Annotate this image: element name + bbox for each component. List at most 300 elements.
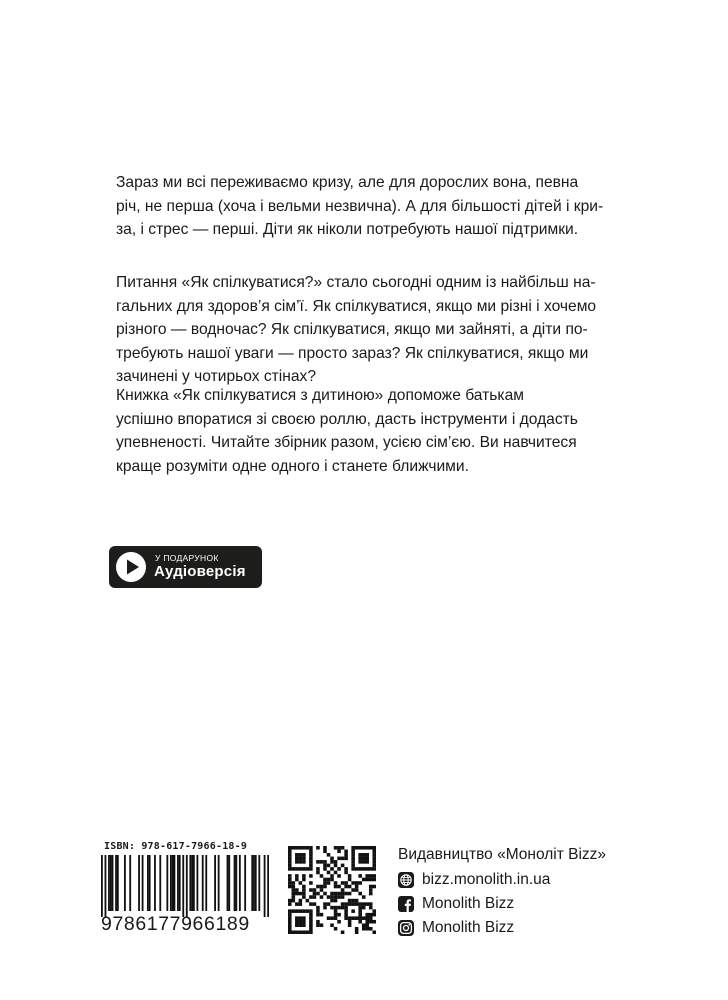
- qr-module: [295, 909, 299, 913]
- barcode-bar: [108, 855, 110, 911]
- qr-module: [369, 888, 373, 892]
- barcode-bar: [205, 855, 207, 911]
- text-line: зачинені у чотирьох стінах?: [116, 368, 317, 385]
- qr-module: [348, 899, 352, 903]
- barcode-bar: [189, 855, 191, 911]
- qr-module: [327, 916, 331, 920]
- text-line: різного — водночас? Як спілкуватися, якщо ми зайняті, а діти по-: [116, 321, 588, 338]
- qr-module: [302, 895, 306, 899]
- qr-module: [334, 913, 338, 917]
- qr-module: [313, 895, 317, 899]
- qr-module: [344, 916, 348, 920]
- qr-module: [295, 892, 299, 896]
- qr-module: [302, 846, 306, 850]
- qr-module: [337, 885, 341, 889]
- qr-module: [362, 923, 366, 927]
- qr-module: [337, 920, 341, 924]
- qr-module: [313, 888, 317, 892]
- qr-module: [316, 913, 320, 917]
- qr-module: [369, 920, 373, 924]
- play-icon: [115, 551, 147, 583]
- qr-module: [355, 846, 359, 850]
- qr-module: [323, 860, 327, 864]
- audio-version-badge[interactable]: [109, 546, 262, 588]
- qr-module: [309, 895, 313, 899]
- qr-module: [351, 867, 355, 871]
- qr-module: [344, 913, 348, 917]
- barcode-bar: [214, 855, 216, 911]
- qr-module: [351, 909, 355, 913]
- qr-module: [302, 874, 306, 878]
- qr-module: [323, 878, 327, 882]
- barcode-bar: [218, 855, 220, 911]
- qr-module: [288, 853, 292, 857]
- qr-module: [362, 860, 366, 864]
- qr-module: [320, 895, 324, 899]
- qr-module: [299, 892, 303, 896]
- qr-module: [344, 867, 348, 871]
- barcode-bar: [244, 855, 246, 911]
- qr-module: [344, 857, 348, 861]
- text-line: Книжка «Як спілкуватися з дитиною» допоможе батькам: [116, 387, 524, 404]
- qr-module: [309, 913, 313, 917]
- qr-module: [327, 878, 331, 882]
- barcode-bar: [193, 855, 195, 911]
- qr-module: [358, 913, 362, 917]
- barcode-bar: [105, 855, 107, 917]
- badge-title: Аудіоверсія: [154, 563, 246, 580]
- qr-module: [292, 846, 296, 850]
- qr-module: [309, 857, 313, 861]
- qr-module: [337, 857, 341, 861]
- qr-module: [341, 930, 345, 934]
- qr-module: [330, 899, 334, 903]
- barcode-bar: [234, 855, 236, 911]
- qr-module: [348, 874, 352, 878]
- qr-module: [351, 850, 355, 854]
- qr-module: [288, 916, 292, 920]
- barcode-bar: [202, 855, 204, 911]
- barcode-bar: [179, 855, 181, 911]
- qr-module: [334, 881, 338, 885]
- qr-module: [341, 846, 345, 850]
- qr-module: [299, 923, 303, 927]
- qr-module: [355, 899, 359, 903]
- qr-module: [309, 923, 313, 927]
- qr-module: [288, 923, 292, 927]
- barcode-bar: [258, 855, 260, 911]
- qr-module: [362, 895, 366, 899]
- text-line: гальних для здоров’я сім’ї. Як спілкуватися, якщо ми різні і хочемо: [116, 297, 597, 315]
- qr-module: [316, 867, 320, 871]
- text-line: Зараз ми всі переживаємо кризу, але для дорослих вона, певна: [116, 174, 579, 191]
- qr-module: [348, 878, 352, 882]
- qr-module: [327, 864, 331, 868]
- qr-module: [320, 888, 324, 892]
- qr-module: [316, 871, 320, 875]
- qr-module: [334, 899, 338, 903]
- qr-module: [299, 853, 303, 857]
- qr-module: [358, 860, 362, 864]
- qr-module: [365, 913, 369, 917]
- qr-module: [309, 927, 313, 931]
- qr-module: [288, 881, 292, 885]
- qr-module: [341, 902, 345, 906]
- qr-module: [344, 909, 348, 913]
- barcode: [101, 841, 269, 937]
- qr-module: [292, 885, 296, 889]
- qr-module: [369, 913, 373, 917]
- qr-module: [309, 930, 313, 934]
- qr-module: [299, 899, 303, 903]
- barcode-bar: [142, 855, 144, 911]
- qr-module: [309, 853, 313, 857]
- qr-module: [327, 853, 331, 857]
- qr-module: [292, 892, 296, 896]
- barcode-bar: [196, 855, 198, 911]
- qr-code[interactable]: [288, 846, 376, 934]
- qr-module: [337, 913, 341, 917]
- qr-module: [309, 888, 313, 892]
- qr-module: [341, 906, 345, 910]
- qr-module: [309, 860, 313, 864]
- qr-module: [372, 920, 376, 924]
- qr-module: [348, 902, 352, 906]
- publisher-info: [398, 846, 607, 936]
- qr-module: [292, 881, 296, 885]
- qr-module: [309, 850, 313, 854]
- barcode-bar: [117, 855, 119, 911]
- qr-module: [351, 902, 355, 906]
- qr-module: [365, 902, 369, 906]
- barcode-bar: [227, 855, 229, 911]
- qr-module: [358, 916, 362, 920]
- qr-module: [362, 878, 366, 882]
- qr-module: [372, 846, 376, 850]
- barcode-bar: [174, 855, 176, 911]
- qr-module: [288, 874, 292, 878]
- qr-module: [344, 853, 348, 857]
- qr-module: [323, 881, 327, 885]
- qr-module: [355, 916, 359, 920]
- qr-module: [362, 906, 366, 910]
- qr-module: [302, 916, 306, 920]
- qr-module: [299, 860, 303, 864]
- barcode-bars: [101, 855, 269, 917]
- qr-module: [365, 857, 369, 861]
- badge-subtitle: У ПОДАРУНОК: [155, 553, 219, 563]
- barcode-bar: [264, 855, 266, 917]
- qr-module: [306, 909, 310, 913]
- qr-module: [302, 878, 306, 882]
- qr-module: [334, 916, 338, 920]
- qr-module: [327, 902, 331, 906]
- qr-module: [365, 846, 369, 850]
- barcode-bar: [129, 855, 131, 911]
- text-line: річ, не перша (хоча і вельми незвична). А для більшості дітей і кри-: [116, 197, 604, 215]
- qr-module: [362, 846, 366, 850]
- barcode-bar: [228, 855, 230, 911]
- qr-module: [295, 874, 299, 878]
- barcode-bar: [186, 855, 188, 917]
- text-line: упевненості. Читайте збірник разом, усією сім’єю. Ви навчитеся: [116, 434, 577, 451]
- qr-module: [327, 871, 331, 875]
- qr-module: [323, 846, 327, 850]
- qr-module: [369, 846, 373, 850]
- qr-module: [337, 892, 341, 896]
- qr-module: [365, 920, 369, 924]
- qr-module: [327, 881, 331, 885]
- barcode-bar: [253, 855, 255, 911]
- qr-module: [344, 902, 348, 906]
- publisher-website[interactable]: [398, 871, 550, 889]
- qr-module: [351, 916, 355, 920]
- qr-module: [341, 864, 345, 868]
- facebook-text: Monolith Bizz: [422, 895, 515, 912]
- qr-module: [334, 906, 338, 910]
- qr-module: [292, 867, 296, 871]
- qr-module: [365, 867, 369, 871]
- qr-module: [372, 885, 376, 889]
- barcode-bar: [251, 855, 253, 911]
- qr-module: [330, 906, 334, 910]
- qr-module: [365, 927, 369, 931]
- paragraph-intro: [116, 171, 616, 242]
- qr-module: [292, 895, 296, 899]
- qr-module: [327, 895, 331, 899]
- paragraph-questions: [116, 271, 616, 389]
- barcode-digits: 9786177966189: [101, 913, 250, 935]
- qr-module: [323, 850, 327, 854]
- qr-module: [295, 860, 299, 864]
- qr-module: [299, 867, 303, 871]
- qr-module: [365, 923, 369, 927]
- qr-module: [306, 846, 310, 850]
- qr-module: [295, 923, 299, 927]
- qr-module: [365, 878, 369, 882]
- qr-module: [330, 923, 334, 927]
- qr-module: [302, 909, 306, 913]
- qr-module: [309, 881, 313, 885]
- qr-module: [341, 895, 345, 899]
- barcode-bar: [170, 855, 172, 911]
- qr-module: [337, 906, 341, 910]
- qr-module: [351, 888, 355, 892]
- qr-module: [288, 860, 292, 864]
- qr-module: [369, 878, 373, 882]
- qr-module: [288, 885, 292, 889]
- qr-module: [292, 899, 296, 903]
- qr-module: [292, 930, 296, 934]
- qr-module: [330, 878, 334, 882]
- qr-module: [334, 927, 338, 931]
- qr-module: [320, 860, 324, 864]
- qr-module: [288, 899, 292, 903]
- qr-module: [334, 846, 338, 850]
- qr-module: [372, 853, 376, 857]
- qr-module: [295, 846, 299, 850]
- text-line: успішно впоратися зі своєю роллю, дасть інструменти і додасть: [116, 410, 578, 428]
- qr-module: [288, 930, 292, 934]
- qr-module: [320, 885, 324, 889]
- instagram-icon: [398, 920, 414, 936]
- qr-module: [288, 846, 292, 850]
- qr-module: [313, 902, 317, 906]
- qr-module: [330, 860, 334, 864]
- barcode-bar: [138, 855, 140, 911]
- qr-module: [320, 874, 324, 878]
- qr-module: [320, 913, 324, 917]
- qr-module: [358, 906, 362, 910]
- qr-module: [351, 860, 355, 864]
- barcode-bar: [267, 855, 269, 917]
- qr-module: [369, 874, 373, 878]
- qr-module: [372, 857, 376, 861]
- qr-module: [295, 867, 299, 871]
- publisher-instagram[interactable]: [398, 919, 514, 937]
- barcode-bar: [182, 855, 184, 917]
- facebook-icon: [398, 896, 414, 912]
- qr-module: [288, 902, 292, 906]
- qr-module: [323, 892, 327, 896]
- qr-module: [309, 864, 313, 868]
- qr-module: [299, 920, 303, 924]
- qr-module: [323, 885, 327, 889]
- qr-module: [344, 906, 348, 910]
- qr-module: [355, 885, 359, 889]
- qr-module: [295, 930, 299, 934]
- qr-module: [295, 878, 299, 882]
- qr-module: [372, 930, 376, 934]
- barcode-bar: [239, 855, 241, 911]
- qr-module: [299, 846, 303, 850]
- qr-module: [295, 916, 299, 920]
- qr-module: [341, 881, 345, 885]
- qr-module: [355, 867, 359, 871]
- qr-module: [302, 857, 306, 861]
- qr-module: [365, 874, 369, 878]
- qr-module: [351, 881, 355, 885]
- qr-module: [309, 920, 313, 924]
- publisher-name: Видавництво «Моноліт Bizz»: [398, 846, 607, 863]
- qr-module: [316, 923, 320, 927]
- qr-module: [369, 906, 373, 910]
- qr-module: [316, 909, 320, 913]
- qr-module: [341, 857, 345, 861]
- qr-module: [348, 916, 352, 920]
- qr-module: [348, 885, 352, 889]
- qr-module: [362, 902, 366, 906]
- qr-module: [302, 892, 306, 896]
- qr-module: [299, 881, 303, 885]
- qr-module: [292, 909, 296, 913]
- qr-module: [288, 878, 292, 882]
- barcode-bar: [110, 855, 112, 911]
- text-line: требують нашої уваги — просто зараз? Як спілкуватися, якщо ми: [116, 344, 589, 362]
- qr-module: [369, 885, 373, 889]
- qr-module: [288, 867, 292, 871]
- barcode-bar: [112, 855, 114, 911]
- qr-module: [372, 874, 376, 878]
- qr-module: [334, 864, 338, 868]
- qr-module: [306, 930, 310, 934]
- qr-module: [358, 892, 362, 896]
- qr-module: [309, 909, 313, 913]
- qr-module: [334, 895, 338, 899]
- qr-module: [341, 892, 345, 896]
- qr-module: [372, 867, 376, 871]
- qr-module: [362, 867, 366, 871]
- qr-module: [365, 916, 369, 920]
- qr-module: [334, 892, 338, 896]
- qr-module: [351, 853, 355, 857]
- qr-module: [337, 850, 341, 854]
- qr-module: [302, 923, 306, 927]
- qr-module: [355, 927, 359, 931]
- qr-module: [372, 913, 376, 917]
- qr-module: [334, 885, 338, 889]
- qr-module: [341, 888, 345, 892]
- barcode-bar: [235, 855, 237, 911]
- qr-module: [292, 888, 296, 892]
- qr-module: [334, 909, 338, 913]
- qr-module: [288, 909, 292, 913]
- qr-module: [334, 860, 338, 864]
- barcode-bar: [115, 855, 117, 911]
- qr-module: [337, 846, 341, 850]
- qr-module: [295, 888, 299, 892]
- qr-module: [337, 895, 341, 899]
- qr-module: [288, 864, 292, 868]
- paragraph-book-summary: [116, 384, 616, 478]
- qr-module: [344, 885, 348, 889]
- qr-module: [299, 916, 303, 920]
- qr-module: [351, 857, 355, 861]
- barcode-bar: [154, 855, 156, 911]
- qr-module: [295, 920, 299, 924]
- qr-module: [299, 909, 303, 913]
- text-line: Питання «Як спілкуватися?» стало сьогодні одним із найбільш на-: [116, 274, 596, 291]
- barcode-bar: [191, 855, 193, 911]
- qr-module: [299, 930, 303, 934]
- qr-module: [362, 927, 366, 931]
- qr-module: [334, 871, 338, 875]
- qr-module: [358, 920, 362, 924]
- qr-module: [299, 857, 303, 861]
- qr-module: [302, 920, 306, 924]
- qr-module: [348, 920, 352, 924]
- qr-module: [344, 871, 348, 875]
- qr-module: [369, 927, 373, 931]
- qr-module: [288, 913, 292, 917]
- qr-module: [330, 857, 334, 861]
- qr-module: [320, 923, 324, 927]
- publisher-facebook[interactable]: [398, 895, 514, 913]
- qr-module: [330, 892, 334, 896]
- qr-module: [351, 899, 355, 903]
- barcode-bar: [177, 855, 179, 911]
- qr-module: [344, 892, 348, 896]
- barcode-bar: [172, 855, 174, 911]
- barcode-bar: [255, 855, 257, 911]
- qr-module: [358, 909, 362, 913]
- qr-module: [316, 892, 320, 896]
- qr-module: [309, 867, 313, 871]
- qr-module: [323, 906, 327, 910]
- qr-module: [309, 874, 313, 878]
- qr-module: [316, 906, 320, 910]
- qr-module: [309, 916, 313, 920]
